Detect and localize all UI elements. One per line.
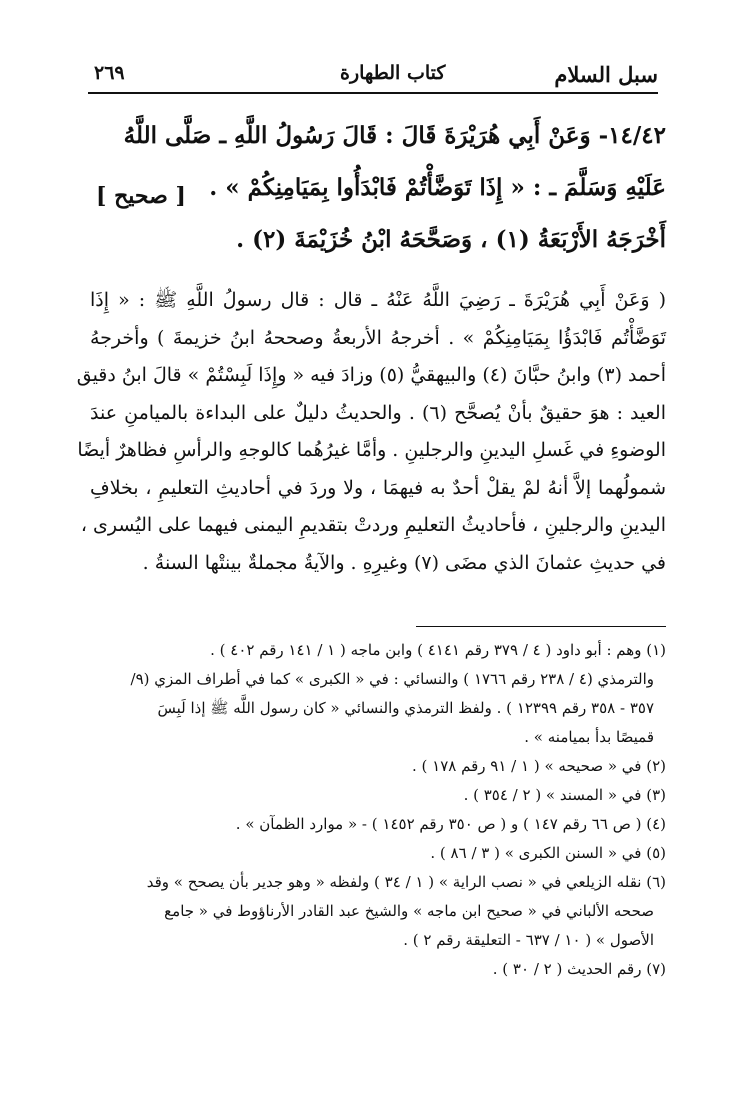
grade-label: [ صحيح ]: [96, 183, 186, 209]
hadith-text: [96, 110, 666, 266]
book-title: سبل السلام: [554, 62, 658, 87]
footnotes: [96, 636, 666, 984]
page-number: ٢٦٩: [94, 62, 125, 84]
commentary-line: في حديثِ عثمانَ الذي مضَى (٧) وغيرِهِ . والآيةُ مجملةٌ بينتْها السنةُ .: [142, 551, 666, 574]
footnote-line: (٢) في « صحيحه » ( ١ / ٩١ رقم ١٧٨ ) .: [412, 757, 666, 775]
hadith-line: ١٤/٤٢- وَعَنْ أَبِي هُرَيْرَةَ قَالَ : قَالَ رَسُولُ اللَّهِ ـ صَلَّى اللَّهُ: [123, 122, 666, 149]
hadith-line-text: عَلَيْهِ وَسَلَّمَ ـ : « إِذَا تَوَضَّأْتُمْ فَابْدَأُوا بِمَيَامِنِكُمْ » .: [209, 174, 666, 201]
footnote-line: (٣) في « المسند » ( ٢ / ٣٥٤ ) .: [463, 786, 666, 804]
footnote-line: ٣٥٧ - ٣٥٨ رقم ١٢٣٩٩ ) . ولفظ الترمذي والنسائي « كان رسول اللَّه ﷺ إذا لَبِسَ: [157, 699, 654, 717]
footnote-line: (٥) في « السنن الكبرى » ( ٣ / ٨٦ ) .: [430, 844, 666, 862]
running-header: [88, 58, 658, 94]
footnote-line: (٧) رقم الحديث ( ٢ / ٣٠ ) .: [492, 960, 666, 978]
commentary-line: اليدينِ والرجلينِ ، فأحاديثُ التعليمِ وردتْ بتقديمِ اليمنى فيهما على اليُسرى ،: [80, 514, 666, 536]
footnote-line: والترمذي (٤ / ٢٣٨ رقم ١٧٦٦ ) والنسائي : في « الكبرى » كما في أطراف المزي (٩/: [130, 670, 654, 688]
commentary-line: العيد : هوَ حقيقٌ بأنْ يُصحَّح (٦) . والحديثُ دليلٌ على البداءة بالميامنِ عندَ: [90, 401, 666, 424]
commentary-line: الوضوءِ في غَسلِ اليدينِ والرجلينِ . وأمَّا غيرُهُما كالوجهِ والرأسِ فظاهرٌ أيضًا: [77, 439, 666, 461]
footnote-line: قميصًا بدأ بميامنه » .: [524, 728, 654, 746]
footnote-line: (٦) نقله الزيلعي في « نصب الراية » ( ١ / ٣٤ ) ولفظه « وهو جدير بأن يصحح » وقد: [146, 873, 666, 891]
commentary: [76, 282, 666, 582]
footnote-divider: [416, 626, 666, 627]
commentary-line: تَوَضَّأْتُم فَابْدَؤُا بِمَيَامِنِكُمْ » . أخرجهُ الأربعةُ وصححهُ ابنُ خزيمةَ ) وأخرجهُ: [90, 326, 666, 349]
footnote-line: الأصول » ( ١٠ / ٦٣٧ - التعليقة رقم ٢ ) .: [403, 931, 654, 949]
hadith-line: أَخْرَجَهُ الأَرْبَعَةُ (١) ، وَصَحَّحَهُ ابْنُ خُزَيْمَةَ (٢) .: [236, 226, 666, 253]
hadith-line: [96, 162, 666, 214]
commentary-line: شمولُهما إلاَّ أنهُ لمْ يقلْ أحدٌ به فيهمَا ، ولا وردَ في أحاديثِ التعليمِ ، بخلافِ: [90, 476, 666, 499]
footnote-line: (٤) ( ص ٦٦ رقم ١٤٧ ) و ( ص ٣٥٠ رقم ١٤٥٢ ) - « موارد الظمآن » .: [235, 815, 666, 833]
commentary-line: أحمد (٣) وابنُ حبَّانَ (٤) والبيهقيُّ (٥) وزادَ فيه « وإِذَا لَبِسْتُمْ » قالَ ابنُ دقيق: [76, 364, 666, 386]
chapter-title: كتاب الطهارة: [340, 62, 446, 84]
footnote-line: (١) وهم : أبو داود ( ٤ / ٣٧٩ رقم ٤١٤١ ) وابن ماجه ( ١ / ١٤١ رقم ٤٠٢ ) .: [210, 641, 666, 659]
commentary-line: ( وَعَنْ أَبِي هُرَيْرَةَ ـ رَضِيَ اللَّهُ عَنْهُ ـ قال : قال رسولُ اللَّهِ ﷺ : « إِذَا: [90, 289, 666, 311]
footnote-line: صححه الألباني في « صحيح ابن ماجه » والشيخ عبد القادر الأرناؤوط في « جامع: [164, 902, 654, 920]
